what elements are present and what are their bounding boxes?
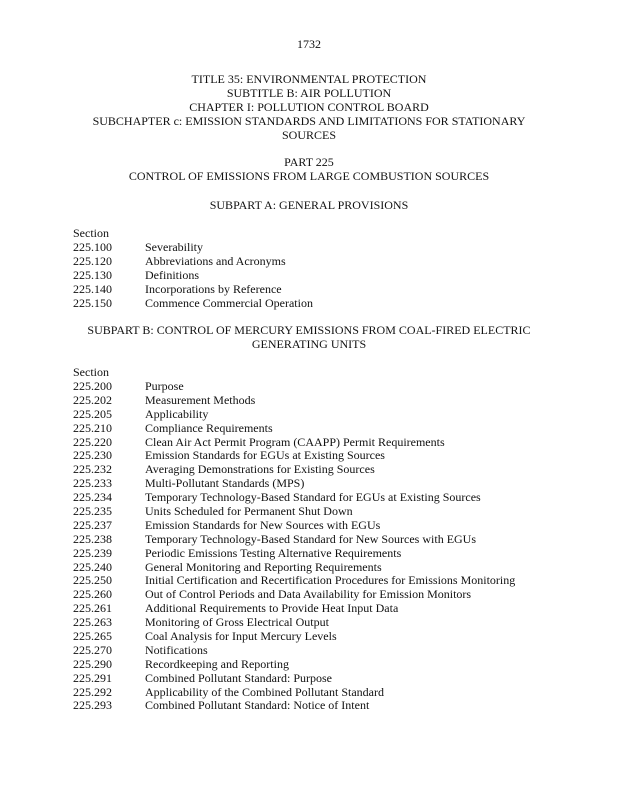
section-number: 225.235 (73, 504, 112, 519)
page-number: 1732 (297, 37, 321, 51)
section-row (73, 462, 553, 476)
section-number: 225.210 (73, 420, 112, 435)
section-number: 225.200 (73, 379, 112, 393)
section-number: 225.120 (73, 253, 112, 268)
section-label: Section (73, 226, 109, 240)
section-row (73, 671, 553, 685)
chapter-heading: CHAPTER I: POLLUTION CONTROL BOARD (189, 100, 429, 114)
section-number: 225.130 (73, 267, 112, 282)
section-row (73, 393, 553, 407)
section-title: Notifications (145, 642, 208, 657)
title-block (80, 72, 538, 142)
part-name: CONTROL OF EMISSIONS FROM LARGE COMBUSTION SOURCES (128, 169, 490, 183)
section-row (73, 629, 553, 643)
section-row (73, 296, 553, 310)
section-number: 225.250 (73, 573, 112, 588)
section-title: Commence Commercial Operation (145, 295, 313, 310)
part-block (80, 155, 538, 183)
section-number: 225.292 (73, 684, 112, 699)
section-title: Averaging Demonstrations for Existing Sources (145, 462, 375, 477)
part-number: PART 225 (284, 155, 334, 169)
section-title: Temporary Technology-Based Standard for EGUs at Existing Sources (145, 490, 481, 505)
section-title: Out of Control Periods and Data Availability for Emission Monitors (145, 587, 472, 602)
section-title: General Monitoring and Reporting Requirements (145, 559, 382, 574)
section-title: Combined Pollutant Standard: Purpose (145, 670, 332, 685)
section-title: Incorporations by Reference (145, 281, 282, 296)
section-title: Emission Standards for EGUs at Existing Sources (145, 448, 385, 463)
section-number: 225.205 (73, 406, 112, 421)
section-row (73, 504, 553, 518)
section-number: 225.202 (73, 392, 112, 407)
section-row (73, 268, 553, 282)
section-row (73, 643, 553, 657)
title-heading: TITLE 35: ENVIRONMENTAL PROTECTION (191, 72, 427, 86)
subpart-b-section-list (73, 365, 553, 712)
section-row (73, 685, 553, 699)
section-title: Initial Certification and Recertification Procedures for Emissions Monitoring (145, 573, 516, 588)
section-row (73, 490, 553, 504)
section-row (73, 476, 553, 490)
section-row (73, 518, 553, 532)
section-title: Definitions (145, 267, 199, 282)
section-title: Abbreviations and Acronyms (145, 253, 286, 268)
section-number: 225.291 (73, 670, 112, 685)
section-title: Measurement Methods (145, 392, 256, 407)
section-number: 225.230 (73, 448, 112, 463)
section-number: 225.238 (73, 531, 112, 546)
section-number: 225.261 (73, 601, 112, 616)
section-number: 225.290 (73, 656, 112, 671)
section-row (73, 421, 553, 435)
section-row (73, 532, 553, 546)
subpart-a-section-list (73, 226, 553, 309)
section-row (73, 573, 553, 587)
section-row (73, 254, 553, 268)
section-number: 225.293 (73, 698, 112, 713)
section-row (73, 407, 553, 421)
section-number: 225.234 (73, 490, 112, 505)
subpart-a-title: SUBPART A: GENERAL PROVISIONS (209, 198, 409, 212)
section-number: 225.239 (73, 545, 112, 560)
section-row (73, 546, 553, 560)
section-title: Units Scheduled for Permanent Shut Down (145, 504, 353, 519)
section-row (73, 587, 553, 601)
section-row (73, 560, 553, 574)
section-title: Multi-Pollutant Standards (MPS) (145, 476, 305, 491)
section-title: Purpose (145, 379, 184, 393)
section-number: 225.265 (73, 629, 112, 644)
section-title: Periodic Emissions Testing Alternative Requirements (145, 545, 402, 560)
section-number: 225.270 (73, 642, 112, 657)
section-number: 225.220 (73, 434, 112, 449)
section-title: Coal Analysis for Input Mercury Levels (145, 629, 337, 644)
section-row (73, 698, 553, 712)
section-number: 225.233 (73, 476, 112, 491)
section-row (73, 448, 553, 462)
section-row (73, 601, 553, 615)
subpart-b-title: SUBPART B: CONTROL OF MERCURY EMISSIONS FROM COAL-FIRED ELECTRIC GENERATING UNITS (87, 323, 531, 351)
section-label: Section (73, 365, 109, 379)
subtitle-heading: SUBTITLE B: AIR POLLUTION (226, 86, 392, 100)
section-row (73, 435, 553, 449)
section-row (73, 379, 553, 393)
section-title: Emission Standards for New Sources with EGUs (145, 517, 381, 532)
section-row (73, 615, 553, 629)
section-number: 225.260 (73, 587, 112, 602)
section-row (73, 240, 553, 254)
subchapter-heading: SUBCHAPTER c: EMISSION STANDARDS AND LIMITATIONS FOR STATIONARY SOURCES (92, 114, 526, 142)
section-title: Applicability (145, 406, 209, 421)
section-title: Clean Air Act Permit Program (CAAPP) Permit Requirements (145, 434, 445, 449)
section-number: 225.100 (73, 240, 112, 254)
section-row (73, 282, 553, 296)
section-title: Compliance Requirements (145, 420, 273, 435)
section-number: 225.150 (73, 295, 112, 310)
section-number: 225.140 (73, 281, 112, 296)
section-title: Combined Pollutant Standard: Notice of Intent (145, 698, 370, 713)
section-number: 225.232 (73, 462, 112, 477)
section-title: Recordkeeping and Reporting (145, 656, 289, 671)
section-title: Additional Requirements to Provide Heat Input Data (145, 601, 399, 616)
section-row (73, 657, 553, 671)
section-title: Temporary Technology-Based Standard for New Sources with EGUs (145, 531, 477, 546)
section-number: 225.263 (73, 615, 112, 630)
section-title: Severability (145, 240, 203, 254)
section-number: 225.240 (73, 559, 112, 574)
section-title: Applicability of the Combined Pollutant Standard (145, 684, 384, 699)
section-title: Monitoring of Gross Electrical Output (145, 615, 329, 630)
section-number: 225.237 (73, 517, 112, 532)
